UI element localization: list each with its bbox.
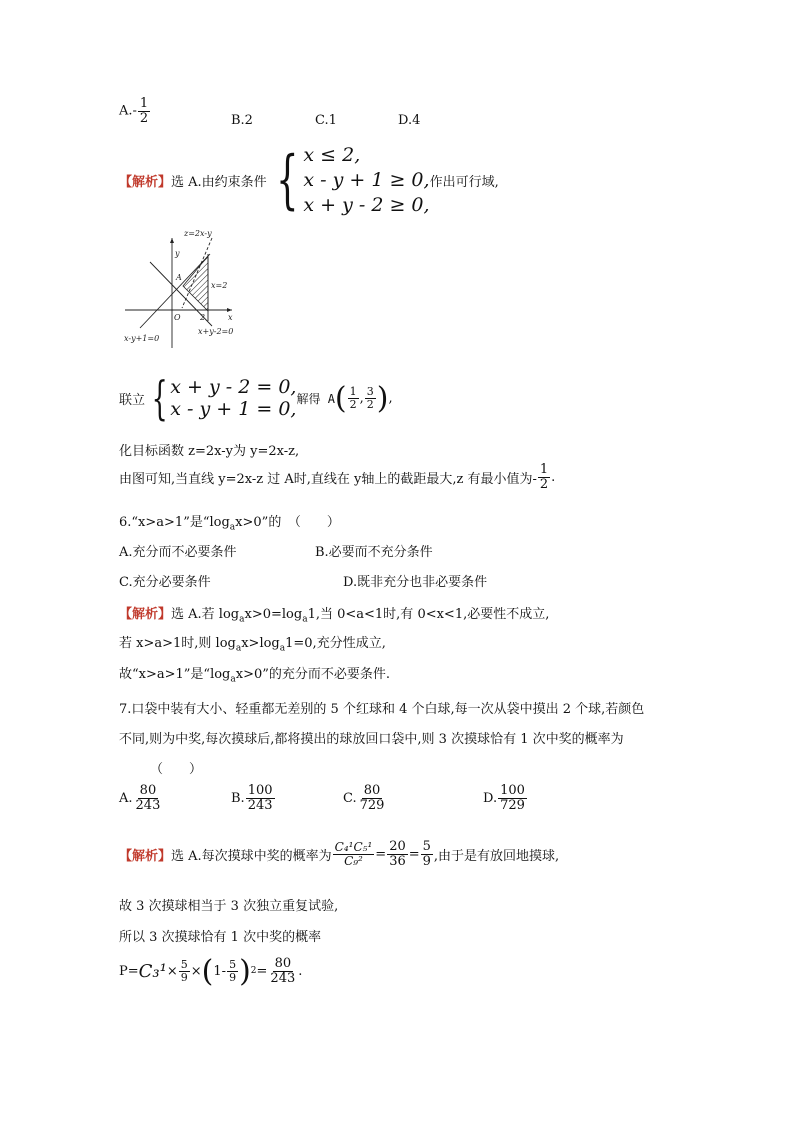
q7-option-a: A. $\frac{80}{243}$ (119, 783, 161, 813)
q5-solution-line: 【解析】 选 A.由约束条件 { x ≤ 2, x - y + 1 ≥ 0, x + y - 2 ≥ 0, 作出可行域, (119, 143, 499, 217)
label-x: x (228, 313, 233, 322)
q5-option-c: C.1 (315, 113, 337, 128)
transform-line: 化目标函数 z=2x-y为 y=2x-z, (119, 444, 300, 459)
q7-solution-line3: 所以 3 次摸球恰有 1 次中奖的概率 (119, 930, 322, 945)
q5-option-d: D.4 (398, 113, 421, 128)
q7-solution-line2: 故 3 次摸球相当于 3 次独立重复试验, (119, 899, 339, 914)
joint-system-line: 联立 { x + y - 2 = 0, x - y + 1 = 0, 解得 A ( $\frac{1}{2}$ , $\frac{3}{2}$ ) , (119, 371, 393, 425)
label-line-2: x+y-2=0 (198, 327, 234, 336)
fraction: $\frac{5}{9}$ (180, 957, 188, 984)
fraction: $\frac{1}{2}$ (139, 96, 149, 126)
q7-probability-formula: P= C₃¹ × $\frac{5}{9}$ × ( 1- $\frac{5}{9}$ ) 2 = $\frac{80}{243}$ . (119, 953, 303, 989)
label-x2: x=2 (211, 281, 228, 290)
feasible-region (183, 256, 208, 311)
q7-answer-paren: （ ） (150, 762, 203, 777)
fraction: $\frac{100}{729}$ (500, 783, 525, 813)
fraction: $\frac{80}{729}$ (359, 783, 385, 813)
q7-stem-line1: 7.口袋中装有大小、轻重都无差别的 5 个红球和 4 个白球,每一次从袋中摸出 2 个球,若颜色 (119, 702, 645, 717)
y-axis-arrow (170, 238, 174, 243)
q5-option-a: A.- $\frac{1}{2}$ (119, 96, 149, 126)
q6-solution-line1: 【解析】选 A.若 $\log_ax>0=\log_a1$,当 0<a<1时,有 0<x<1,必要性不成立, (119, 607, 550, 625)
label-line-1: x-y+1=0 (124, 334, 160, 343)
q5-option-b: B.2 (231, 113, 253, 128)
label-objective: z=2x-y (184, 229, 212, 238)
min-value-fraction: $\frac{1}{2}$ (539, 462, 549, 492)
constraint-system: { x ≤ 2, x - y + 1 ≥ 0, x + y - 2 ≥ 0, (275, 143, 430, 217)
equation-system: { x + y - 2 = 0, x - y + 1 = 0, (151, 371, 297, 425)
q7-option-d: D. $\frac{100}{729}$ (483, 783, 525, 813)
fraction: $\frac{100}{243}$ (247, 783, 273, 813)
x-axis-arrow (227, 308, 232, 312)
solution-tag: 【解析】 (119, 848, 172, 864)
point-a-y: $\frac{3}{2}$ (366, 384, 374, 411)
point-a-x: $\frac{1}{2}$ (349, 384, 357, 411)
label-tick-2: 2 (200, 313, 206, 322)
solution-tag: 【解析】 (119, 607, 172, 622)
q6-option-b: B.必要而不充分条件 (315, 545, 433, 560)
q6-option-d: D.既非充分也非必要条件 (343, 575, 488, 590)
result-fraction: $\frac{80}{243}$ (270, 955, 296, 986)
q7-solution-line1: 【解析】 选 A.每次摸球中奖的概率为 $\frac{\text{C₄¹C₅¹}}{\text{C₉²}}$ = $\frac{20}{36}$ = $\frac{5}{9}$ ,由于是有放回地摸球, (119, 838, 560, 869)
label-y: y (175, 249, 180, 258)
fraction: $\frac{5}{9}$ (422, 838, 431, 869)
conclusion-line: 由图可知,当直线 y=2x-z 过 A时,直线在 y轴上的截距最大,z 有最小值为- $\frac{1}{2}$ . (119, 462, 556, 492)
fraction: $\frac{20}{36}$ (389, 838, 406, 869)
solution-tag: 【解析】 (119, 174, 172, 190)
label-point-a: A (176, 273, 182, 282)
combination-fraction: $\frac{\text{C₄¹C₅¹}}{\text{C₉²}}$ (334, 839, 373, 868)
feasible-region-graph (120, 226, 255, 351)
q6-solution-line2: 若 x>a>1时,则 $\log_ax>\log_a1=0$,充分性成立, (119, 636, 386, 654)
q6-solution-line3: 故“x>a>1”是“$\log_ax>0$”的充分而不必要条件. (119, 667, 391, 685)
q6-option-c: C.充分必要条件 (119, 575, 211, 590)
q7-stem-line2: 不同,则为中奖,每次摸球后,都将摸出的球放回口袋中,则 3 次摸球恰有 1 次中奖的概率为 (119, 732, 624, 747)
fraction: $\frac{5}{9}$ (229, 957, 237, 984)
fraction: $\frac{80}{243}$ (135, 783, 161, 813)
q6-stem: 6.“x>a>1”是“$\log_ax>0$”的 （ ） (119, 515, 340, 533)
q6-option-a: A.充分而不必要条件 (119, 545, 237, 560)
q7-option-b: B. $\frac{100}{243}$ (231, 783, 273, 813)
label-origin: O (174, 313, 181, 322)
q7-option-c: C. $\frac{80}{729}$ (343, 783, 385, 813)
